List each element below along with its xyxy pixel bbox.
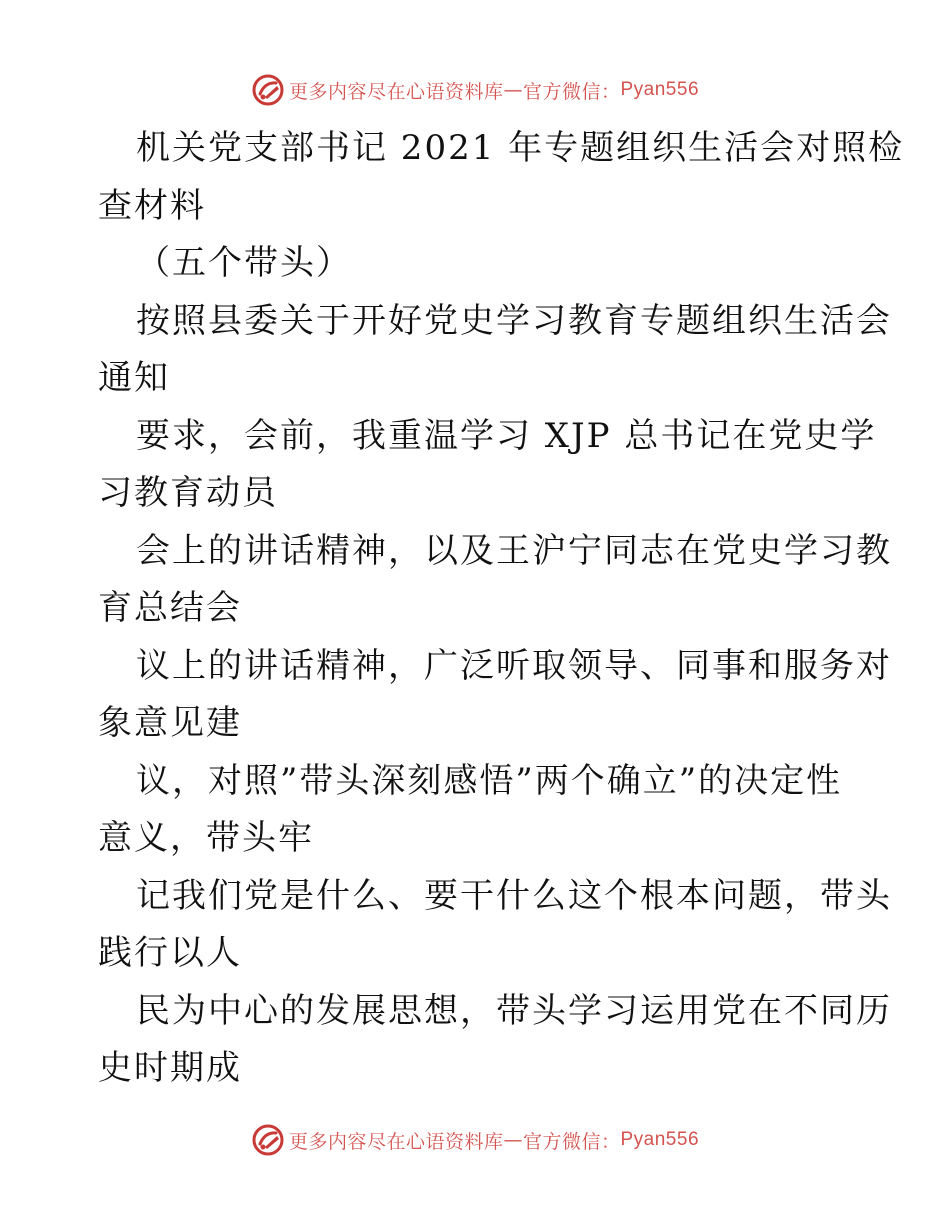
watermark-text: 更多内容尽在心语资料库: [288, 1130, 504, 1153]
text-line: 史时期成: [98, 1048, 242, 1088]
text-line: 议上的讲话精神，广泛听取领导、同事和服务对: [136, 645, 892, 686]
text-line: （五个带头）: [136, 243, 352, 283]
watermark-separator: —: [503, 79, 523, 101]
document-body: [98, 120, 905, 1098]
text-line: 象意见建: [98, 703, 242, 743]
text-line: 要求，会前，我重温学习 XJP 总书记在党史学: [136, 415, 877, 456]
watermark-banner-bottom: [0, 1120, 950, 1160]
text-line: 会上的讲话精神，以及王沪宁同志在党史学习教: [136, 530, 892, 571]
text-line: 通知: [98, 358, 170, 398]
text-line: 践行以人: [98, 933, 242, 973]
watermark-text: 更多内容尽在心语资料库: [288, 80, 504, 103]
text-line: 查材料: [98, 185, 206, 226]
watermark-separator: —: [503, 1129, 523, 1151]
text-line: 记我们党是什么、要干什么这个根本问题，带头: [136, 875, 892, 916]
text-line: 习教育动员: [98, 473, 278, 513]
text-line: 育总结会: [98, 588, 242, 628]
watermark-label: 官方微信：: [522, 80, 621, 103]
text-line: 意义，带头牢: [98, 818, 314, 858]
brand-logo-icon: [251, 1123, 285, 1157]
brand-logo-icon: [251, 73, 285, 107]
watermark-label: 官方微信：: [522, 1130, 621, 1153]
text-line: 民为中心的发展思想，带头学习运用党在不同历: [136, 990, 892, 1031]
watermark-account: Pyan556: [620, 79, 700, 100]
text-line: 议，对照”带头深刻感悟”两个确立”的决定性: [136, 760, 843, 801]
text-line: 按照县委关于开好党史学习教育专题组织生活会: [136, 300, 892, 341]
text-line: 机关党支部书记 2021 年专题组织生活会对照检: [136, 128, 905, 168]
watermark-account: Pyan556: [620, 1129, 700, 1150]
watermark-banner-top: [0, 70, 950, 110]
